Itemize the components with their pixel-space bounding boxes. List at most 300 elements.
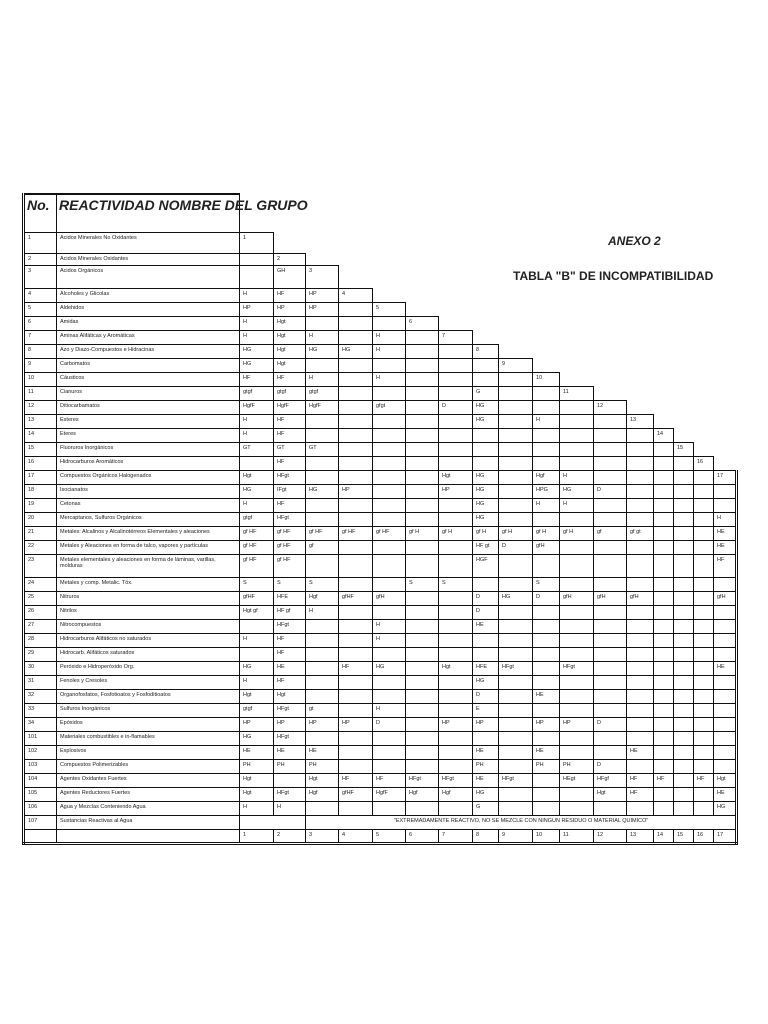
reactivity-code <box>306 689 339 703</box>
reactivity-code <box>594 428 627 442</box>
reactivity-code <box>627 605 654 619</box>
table-row <box>24 759 737 773</box>
reactivity-code: Hgt <box>274 344 306 358</box>
reactivity-code <box>533 801 560 815</box>
group-name: Agentes Reductores Fuertes <box>57 787 240 801</box>
reactivity-code: PH <box>473 759 499 773</box>
reactivity-code: HF <box>274 633 306 647</box>
group-name: Aminas Alifáticas y Aromáticas <box>57 330 240 344</box>
reactivity-code: HE <box>533 745 560 759</box>
reactivity-code <box>654 759 674 773</box>
reactivity-code <box>654 330 674 344</box>
reactivity-code <box>714 498 737 512</box>
reactivity-code <box>499 633 533 647</box>
reactivity-code: gf HF <box>373 526 406 540</box>
reactivity-code <box>674 232 694 253</box>
reactivity-code: H <box>373 344 406 358</box>
group-name: Alcoholes y Glicolas <box>57 288 240 302</box>
group-name: Isocianatos <box>57 484 240 498</box>
diagonal-group-number: 14 <box>654 428 674 442</box>
table-row <box>24 265 737 288</box>
reactivity-code <box>339 633 373 647</box>
table-row <box>24 232 737 253</box>
reactivity-code <box>560 372 594 386</box>
reactivity-code <box>560 358 594 372</box>
reactivity-code: HE <box>274 745 306 759</box>
reactivity-code <box>654 316 674 330</box>
reactivity-code: gfHF <box>240 591 274 605</box>
reactivity-code <box>406 801 439 815</box>
reactivity-code: gf HF <box>240 554 274 577</box>
reactivity-code <box>694 540 714 554</box>
reactivity-code <box>339 442 373 456</box>
reactivity-code: HG <box>240 358 274 372</box>
reactivity-code: H <box>560 470 594 484</box>
reactivity-code <box>694 689 714 703</box>
reactivity-code: Hgt <box>439 661 473 675</box>
reactivity-code: HE <box>714 526 737 540</box>
reactivity-code <box>406 675 439 689</box>
row-number: 18 <box>24 484 57 498</box>
reactivity-code: Hgt <box>240 773 274 787</box>
reactivity-code <box>674 330 694 344</box>
table-row <box>24 787 737 801</box>
reactivity-code <box>306 647 339 661</box>
reactivity-code <box>654 675 674 689</box>
reactivity-code <box>714 344 737 358</box>
reactivity-code <box>654 526 674 540</box>
table-row <box>24 689 737 703</box>
reactivity-code: H <box>306 330 339 344</box>
diagonal-group-number: 1 <box>240 232 274 253</box>
reactivity-code: HE <box>306 745 339 759</box>
reactivity-code: Hgt <box>274 330 306 344</box>
reactivity-code <box>439 689 473 703</box>
reactivity-code <box>533 787 560 801</box>
reactivity-code <box>499 330 533 344</box>
reactivity-code <box>627 232 654 253</box>
reactivity-code <box>560 330 594 344</box>
reactivity-code <box>406 717 439 731</box>
reactivity-code <box>674 591 694 605</box>
group-name: Cianuros <box>57 386 240 400</box>
reactivity-code <box>406 442 439 456</box>
reactivity-code: gf H <box>533 526 560 540</box>
reactivity-code <box>627 633 654 647</box>
reactivity-code <box>674 456 694 470</box>
reactivity-code <box>694 316 714 330</box>
reactivity-code <box>694 619 714 633</box>
reactivity-code <box>306 253 339 265</box>
reactivity-code <box>627 703 654 717</box>
reactivity-code <box>339 428 373 442</box>
reactivity-code <box>439 288 473 302</box>
reactivity-code <box>654 703 674 717</box>
reactivity-code <box>594 414 627 428</box>
reactivity-code <box>533 661 560 675</box>
table-row <box>24 456 737 470</box>
reactivity-code <box>694 577 714 591</box>
reactivity-code: gfH <box>627 591 654 605</box>
reactivity-code: HFgf <box>594 773 627 787</box>
reactivity-code <box>439 442 473 456</box>
reactivity-code: H <box>274 801 306 815</box>
reactivity-code <box>714 442 737 456</box>
reactivity-code: Hgf <box>406 787 439 801</box>
reactivity-code <box>714 265 737 288</box>
reactivity-code <box>339 675 373 689</box>
reactivity-code: HG <box>339 344 373 358</box>
row-number: 9 <box>24 358 57 372</box>
reactivity-code <box>406 512 439 526</box>
reactivity-code <box>274 773 306 787</box>
table-row <box>24 512 737 526</box>
group-name: Esteres <box>57 414 240 428</box>
reactivity-code <box>406 661 439 675</box>
reactivity-code <box>694 745 714 759</box>
reactivity-code: gfH <box>533 540 560 554</box>
reactivity-code <box>306 498 339 512</box>
reactivity-code <box>499 400 533 414</box>
reactivity-code <box>373 605 406 619</box>
reactivity-code: H <box>240 330 274 344</box>
empty-cell <box>57 829 240 843</box>
reactivity-code <box>674 358 694 372</box>
reactivity-code <box>406 470 439 484</box>
reactivity-code <box>339 232 373 253</box>
reactivity-code: D <box>594 759 627 773</box>
row-number: 12 <box>24 400 57 414</box>
table-row <box>24 801 737 815</box>
reactivity-code <box>674 253 694 265</box>
reactivity-code <box>406 400 439 414</box>
group-name: Metales y comp. Metalic. Tóx. <box>57 577 240 591</box>
column-number: 2 <box>274 829 306 843</box>
reactivity-code <box>373 316 406 330</box>
reactivity-code <box>373 428 406 442</box>
reactivity-code <box>674 316 694 330</box>
reactivity-code <box>373 759 406 773</box>
reactivity-code <box>533 344 560 358</box>
reactivity-code: gf <box>306 540 339 554</box>
reactivity-code <box>654 232 674 253</box>
table-row <box>24 815 737 829</box>
reactivity-code <box>560 801 594 815</box>
reactivity-code: HG <box>473 512 499 526</box>
reactivity-code <box>674 344 694 358</box>
reactivity-code <box>339 731 373 745</box>
column-number: 12 <box>594 829 627 843</box>
reactivity-code: HgfF <box>240 400 274 414</box>
reactivity-code: HE <box>714 661 737 675</box>
reactivity-code: HFgt <box>274 619 306 633</box>
reactivity-code <box>654 787 674 801</box>
reactivity-code: D <box>473 591 499 605</box>
reactivity-code <box>627 288 654 302</box>
reactivity-code <box>306 554 339 577</box>
reactivity-code <box>594 689 627 703</box>
reactivity-code: HFgt <box>560 661 594 675</box>
diagonal-group-number: 11 <box>560 386 594 400</box>
reactivity-code: Hgt <box>240 470 274 484</box>
reactivity-code <box>306 414 339 428</box>
reactivity-code <box>406 288 439 302</box>
reactivity-code <box>533 428 560 442</box>
reactivity-code <box>533 703 560 717</box>
reactivity-code: HFgt <box>499 661 533 675</box>
reactivity-code <box>714 456 737 470</box>
reactivity-code: gfH <box>594 591 627 605</box>
reactivity-code <box>654 302 674 316</box>
reactivity-code <box>694 302 714 316</box>
reactivity-code <box>594 330 627 344</box>
reactivity-code <box>674 288 694 302</box>
reactivity-code <box>627 400 654 414</box>
reactivity-code <box>499 787 533 801</box>
reactivity-code <box>694 703 714 717</box>
reactivity-code <box>533 330 560 344</box>
header-no: No. <box>24 194 57 232</box>
reactivity-code: H <box>373 372 406 386</box>
reactivity-code <box>694 661 714 675</box>
reactivity-code: gf HF <box>274 526 306 540</box>
reactivity-code <box>594 661 627 675</box>
reactivity-code: D <box>499 540 533 554</box>
reactivity-code <box>694 512 714 526</box>
reactivity-code <box>594 344 627 358</box>
reactivity-code: gf HF <box>274 554 306 577</box>
reactivity-code <box>627 372 654 386</box>
reactivity-code <box>714 302 737 316</box>
reactivity-code <box>473 428 499 442</box>
empty-cell <box>240 815 306 829</box>
reactivity-code: gfHF <box>339 591 373 605</box>
reactivity-code: gf H <box>473 526 499 540</box>
reactivity-code <box>373 577 406 591</box>
reactivity-code <box>654 414 674 428</box>
reactivity-code <box>714 428 737 442</box>
reactivity-code <box>694 344 714 358</box>
reactivity-code <box>439 619 473 633</box>
reactivity-code <box>306 470 339 484</box>
reactivity-code <box>473 456 499 470</box>
reactivity-code: Hgt <box>714 773 737 787</box>
group-name: Fenoles y Cresoles <box>57 675 240 689</box>
reactivity-code <box>714 484 737 498</box>
table-row <box>24 344 737 358</box>
reactivity-code <box>674 265 694 288</box>
reactivity-code <box>499 484 533 498</box>
reactivity-code <box>594 302 627 316</box>
reactivity-code <box>674 787 694 801</box>
row-number: 31 <box>24 675 57 689</box>
reactivity-code <box>499 428 533 442</box>
table-row <box>24 442 737 456</box>
reactivity-code: HE <box>473 619 499 633</box>
reactivity-code <box>694 759 714 773</box>
reactivity-code <box>533 731 560 745</box>
reactivity-code <box>694 386 714 400</box>
reactivity-code <box>594 554 627 577</box>
reactivity-code: HP <box>306 288 339 302</box>
diagonal-group-number: 2 <box>274 253 306 265</box>
reactivity-code <box>499 675 533 689</box>
reactivity-code <box>339 554 373 577</box>
reactivity-code <box>499 253 533 265</box>
reactivity-code: HG <box>560 484 594 498</box>
reactivity-code: HG <box>473 675 499 689</box>
reactivity-code <box>439 605 473 619</box>
reactivity-code <box>627 253 654 265</box>
reactivity-code <box>694 605 714 619</box>
incompatibility-table <box>22 193 738 845</box>
table-row <box>24 316 737 330</box>
reactivity-code <box>373 265 406 288</box>
reactivity-code <box>373 745 406 759</box>
reactivity-code <box>627 428 654 442</box>
reactivity-code <box>674 633 694 647</box>
reactivity-code: HgfF <box>373 787 406 801</box>
reactivity-code <box>339 358 373 372</box>
reactivity-code <box>406 428 439 442</box>
reactivity-code <box>594 265 627 288</box>
reactivity-code <box>594 386 627 400</box>
reactivity-code <box>373 232 406 253</box>
reactivity-code <box>694 442 714 456</box>
reactivity-code <box>594 801 627 815</box>
reactivity-code: HF <box>654 773 674 787</box>
reactivity-code: HF <box>274 456 306 470</box>
reactivity-code: HG <box>473 787 499 801</box>
reactivity-code: gf H <box>499 526 533 540</box>
diagonal-group-number: 5 <box>373 302 406 316</box>
row-number: 26 <box>24 605 57 619</box>
reactivity-code <box>674 540 694 554</box>
row-number: 6 <box>24 316 57 330</box>
reactivity-code <box>339 801 373 815</box>
reactivity-code <box>373 253 406 265</box>
reactivity-code <box>627 689 654 703</box>
reactivity-code: gf <box>594 526 627 540</box>
reactivity-code <box>560 703 594 717</box>
column-number: 11 <box>560 829 594 843</box>
group-name: Cáusticos <box>57 372 240 386</box>
reactivity-code <box>339 386 373 400</box>
reactivity-code: gtgf <box>240 512 274 526</box>
reactivity-code <box>560 577 594 591</box>
reactivity-code: HE <box>240 745 274 759</box>
reactivity-code: HP <box>439 717 473 731</box>
reactivity-code: GT <box>274 442 306 456</box>
column-number: 4 <box>339 829 373 843</box>
reactivity-code <box>627 330 654 344</box>
reactivity-code <box>339 619 373 633</box>
reactivity-code <box>373 470 406 484</box>
reactivity-code <box>714 358 737 372</box>
reactivity-code: HF <box>274 675 306 689</box>
reactivity-code <box>594 540 627 554</box>
column-number: 6 <box>406 829 439 843</box>
reactivity-code: G <box>473 386 499 400</box>
table-row <box>24 288 737 302</box>
empty-cell <box>24 829 57 843</box>
reactivity-code: H <box>714 512 737 526</box>
table-title: TABLA "B" DE INCOMPATIBILIDAD <box>513 269 714 283</box>
reactivity-code <box>306 316 339 330</box>
reactivity-code <box>594 633 627 647</box>
group-name: Agua y Mezclas Conteniendo Agua <box>57 801 240 815</box>
reactivity-code: G <box>473 801 499 815</box>
reactivity-code: HP <box>339 484 373 498</box>
reactivity-code: gf gt <box>627 526 654 540</box>
reactivity-code <box>406 554 439 577</box>
reactivity-code <box>406 647 439 661</box>
reactivity-code <box>499 731 533 745</box>
reactivity-code <box>240 647 274 661</box>
reactivity-code <box>339 414 373 428</box>
group-name: Peróxido e Hidroperóxido Org. <box>57 661 240 675</box>
reactivity-code <box>439 554 473 577</box>
reactivity-code: H <box>373 633 406 647</box>
reactivity-code <box>560 456 594 470</box>
reactivity-code <box>373 498 406 512</box>
reactivity-code: D <box>373 717 406 731</box>
reactivity-code <box>473 330 499 344</box>
diagonal-group-number: 12 <box>594 400 627 414</box>
reactivity-code: gfH <box>714 591 737 605</box>
reactivity-code <box>306 619 339 633</box>
reactivity-code <box>674 554 694 577</box>
reactivity-code <box>594 619 627 633</box>
reactivity-code <box>654 512 674 526</box>
reactivity-code <box>560 302 594 316</box>
row-number: 104 <box>24 773 57 787</box>
reactivity-code <box>439 759 473 773</box>
row-number: 34 <box>24 717 57 731</box>
reactivity-code: gf H <box>439 526 473 540</box>
reactivity-code <box>714 288 737 302</box>
reactivity-code <box>499 470 533 484</box>
reactivity-code <box>406 619 439 633</box>
reactivity-code <box>654 745 674 759</box>
reactivity-code <box>694 232 714 253</box>
reactivity-code: HF gt <box>473 540 499 554</box>
reactivity-code <box>499 232 533 253</box>
reactivity-code: H <box>240 316 274 330</box>
table-row <box>24 675 737 689</box>
row-number: 1 <box>24 232 57 253</box>
reactivity-code: HF <box>240 372 274 386</box>
reactivity-code <box>627 470 654 484</box>
reactivity-code <box>240 456 274 470</box>
table-row <box>24 731 737 745</box>
reactivity-code: HF <box>274 498 306 512</box>
group-name: Cetonas <box>57 498 240 512</box>
reactivity-code <box>406 302 439 316</box>
diagonal-group-number: 17 <box>714 470 737 484</box>
reactivity-code <box>627 358 654 372</box>
reactivity-code <box>499 498 533 512</box>
reactivity-code <box>594 512 627 526</box>
reactivity-code <box>373 386 406 400</box>
group-name: Metales elementales y aleaciones en forma de láminas, varillas, molduras <box>57 554 240 577</box>
reactivity-code <box>627 512 654 526</box>
table-row <box>24 554 737 577</box>
reactivity-code <box>694 400 714 414</box>
reactivity-code <box>373 801 406 815</box>
reactivity-code <box>654 605 674 619</box>
row-number: 30 <box>24 661 57 675</box>
